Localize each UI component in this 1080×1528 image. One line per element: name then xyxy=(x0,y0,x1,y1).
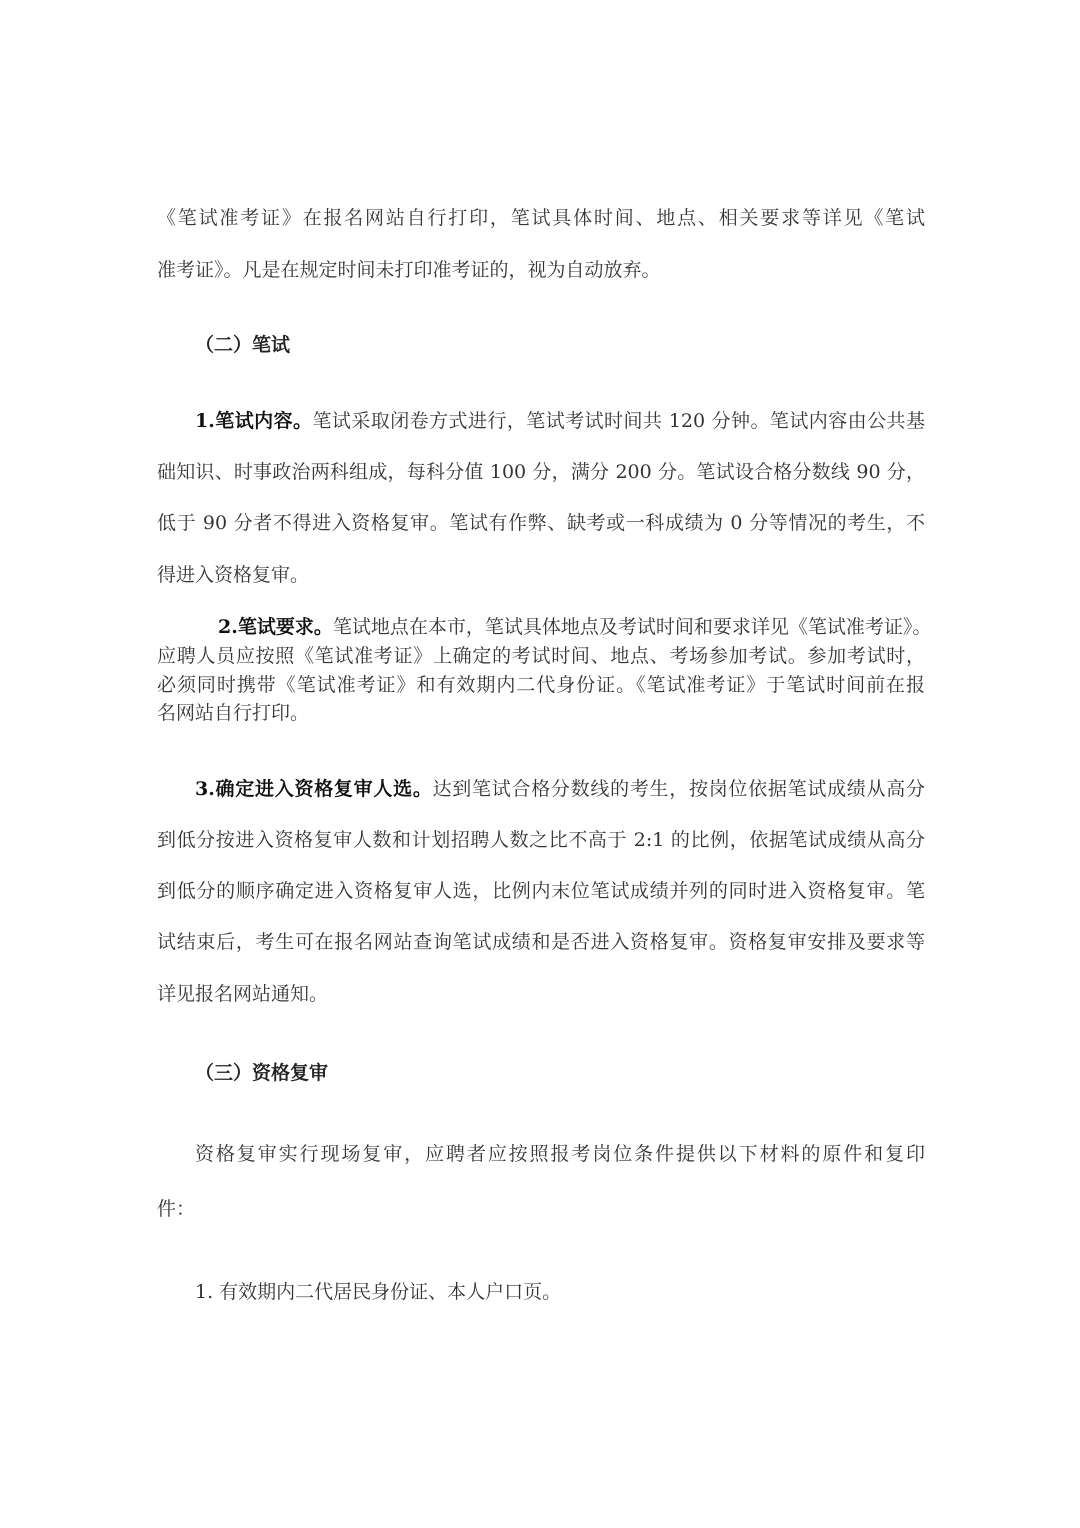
item-title: 3.确定进入资格复审人选。 xyxy=(195,778,433,800)
paragraph-line: 低于 90 分者不得进入资格复审。笔试有作弊、缺考或一科成绩为 0 分等情况的考生，不 xyxy=(157,512,925,534)
text: 笔试采取闭卷方式进行，笔试考试时间共 120 分钟。笔试内容由公共基 xyxy=(312,410,925,432)
paragraph-line: 础知识、时事政治两科组成，每科分值 100 分，满分 200 分。笔试设合格分数线 90 分， xyxy=(157,461,925,483)
item-title: 1.笔试内容。 xyxy=(195,410,313,432)
paragraph-line xyxy=(195,776,925,802)
paragraph-line: 到低分按进入资格复审人数和计划招聘人数之比不高于 2:1 的比例，依据笔试成绩从高分 xyxy=(157,829,925,851)
text: 笔试地点在本市，笔试具体地点及考试时间和要求详见《笔试准考证》。 xyxy=(332,616,932,638)
paragraph-line: 到低分的顺序确定进入资格复审人选，比例内末位笔试成绩并列的同时进入资格复审。笔 xyxy=(157,880,925,902)
intro-line: 《笔试准考证》在报名网站自行打印，笔试具体时间、地点、相关要求等详见《笔试 xyxy=(157,207,925,229)
paragraph-line: 得进入资格复审。 xyxy=(157,564,310,586)
item-title: 2.笔试要求。 xyxy=(218,616,333,638)
paragraph-line: 资格复审实行现场复审，应聘者应按照报考岗位条件提供以下材料的原件和复印 xyxy=(195,1143,925,1165)
paragraph-line: 名网站自行打印。 xyxy=(157,702,310,724)
section-heading: （三）资格复审 xyxy=(195,1062,329,1084)
section-heading: （二）笔试 xyxy=(195,334,291,356)
intro-line: 准考证》。凡是在规定时间未打印准考证的，视为自动放弃。 xyxy=(157,259,661,281)
paragraph-line xyxy=(195,408,925,434)
paragraph-line: 必须同时携带《笔试准考证》和有效期内二代身份证。《笔试准考证》于笔试时间前在报 xyxy=(157,674,925,696)
paragraph-line: 件： xyxy=(157,1198,196,1220)
text: 达到笔试合格分数线的考生，按岗位依据笔试成绩从高分 xyxy=(432,778,925,800)
list-item: 1. 有效期内二代居民身份证、本人户口页。 xyxy=(195,1281,562,1303)
paragraph-line: 详见报名网站通知。 xyxy=(157,983,329,1005)
paragraph-line: 应聘人员应按照《笔试准考证》上确定的考试时间、地点、考场参加考试。参加考试时， xyxy=(157,645,925,667)
paragraph-line xyxy=(218,614,932,640)
paragraph-line: 试结束后，考生可在报名网站查询笔试成绩和是否进入资格复审。资格复审安排及要求等 xyxy=(157,931,925,953)
